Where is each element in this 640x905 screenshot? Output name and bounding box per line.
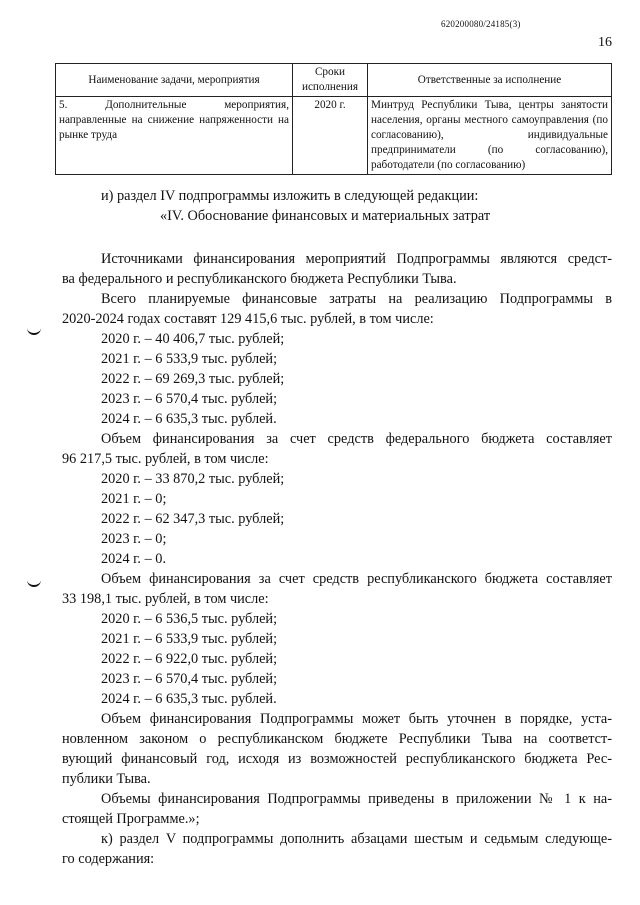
table-cell-term: 2020 г. xyxy=(293,97,368,175)
paragraph-line: Объем финансирования за счет средств федерального бюджета составляет xyxy=(101,431,612,447)
list-item: 2024 г. – 6 635,3 тыс. рублей. xyxy=(101,411,277,427)
list-item: 2020 г. – 6 536,5 тыс. рублей; xyxy=(101,611,278,627)
table-header-term: Сроки исполнения xyxy=(293,64,368,97)
table-header-task: Наименование задачи, мероприятия xyxy=(56,64,293,97)
list-item: 2021 г. – 6 533,9 тыс. рублей; xyxy=(101,631,278,647)
paragraph-line: Объемы финансирования Подпрограммы приведены в приложении № 1 к на- xyxy=(101,791,612,807)
paragraph-line: к) раздел V подпрограммы дополнить абзацами шестым и седьмым следующе- xyxy=(101,831,612,847)
table-header-responsible: Ответственные за исполнение xyxy=(368,64,612,97)
paragraph-line: стоящей Программе.»; xyxy=(62,811,200,827)
paragraph-line: 2020-2024 годах составят 129 415,6 тыс. рублей, в том числе: xyxy=(62,311,434,327)
table-row xyxy=(56,97,612,175)
list-item: 2022 г. – 6 922,0 тыс. рублей; xyxy=(101,651,278,667)
paragraph-line: го содержания: xyxy=(62,851,155,867)
list-item: 2020 г. – 33 870,2 тыс. рублей; xyxy=(101,471,285,487)
paragraph-line: новленном законом о республиканском бюджете Республики Тыва на соответст- xyxy=(62,731,612,747)
list-item: 2023 г. – 0; xyxy=(101,531,167,547)
list-item: 2024 г. – 0. xyxy=(101,551,167,567)
table-header-row xyxy=(56,64,612,97)
paragraph-line: Объем финансирования за счет средств республиканского бюджета составляет xyxy=(101,571,612,587)
margin-punch-mark xyxy=(27,325,41,335)
paragraph-line: Всего планируемые финансовые затраты на реализацию Подпрограммы в xyxy=(101,291,612,307)
paragraph-line: 33 198,1 тыс. рублей, в том числе: xyxy=(62,591,269,607)
list-item: 2023 г. – 6 570,4 тыс. рублей; xyxy=(101,391,278,407)
list-item: 2022 г. – 62 347,3 тыс. рублей; xyxy=(101,511,285,527)
list-item: 2021 г. – 0; xyxy=(101,491,167,507)
measures-table xyxy=(55,63,612,175)
paragraph-line: 96 217,5 тыс. рублей, в том числе: xyxy=(62,451,269,467)
paragraph-line: ва федерального и республиканского бюджета Республики Тыва. xyxy=(62,271,457,287)
paragraph-line: Источниками финансирования мероприятий Подпрограммы являются средст- xyxy=(101,251,612,267)
list-item: 2022 г. – 69 269,3 тыс. рублей; xyxy=(101,371,285,387)
page-number: 16 xyxy=(598,35,612,50)
margin-punch-mark xyxy=(27,577,41,587)
list-item: 2024 г. – 6 635,3 тыс. рублей. xyxy=(101,691,277,707)
section-title: «IV. Обоснование финансовых и материальных затрат xyxy=(160,208,491,224)
list-item: 2020 г. – 40 406,7 тыс. рублей; xyxy=(101,331,285,347)
table-cell-task: 5. Дополнительные мероприятия, направленные на снижение напряженности на рынке труда xyxy=(56,97,293,175)
list-item: 2021 г. – 6 533,9 тыс. рублей; xyxy=(101,351,278,367)
paragraph-line: Объем финансирования Подпрограммы может быть уточнен в порядке, уста- xyxy=(101,711,612,727)
paragraph-line: публики Тыва. xyxy=(62,771,151,787)
document-id: 620200080/24185(3) xyxy=(441,19,521,29)
paragraph-line: вующий финансовый год, исходя из возможностей республиканского бюджета Рес- xyxy=(62,751,612,767)
list-item: 2023 г. – 6 570,4 тыс. рублей; xyxy=(101,671,278,687)
intro-line: и) раздел IV подпрограммы изложить в следующей редакции: xyxy=(101,188,479,204)
table-cell-responsible: Минтруд Республики Тыва, центры занятости населения, органы местного самоуправления (по согласованию), индивидуальные предприниматели (по согласованию), работодатели (по согласованию) xyxy=(368,97,612,175)
